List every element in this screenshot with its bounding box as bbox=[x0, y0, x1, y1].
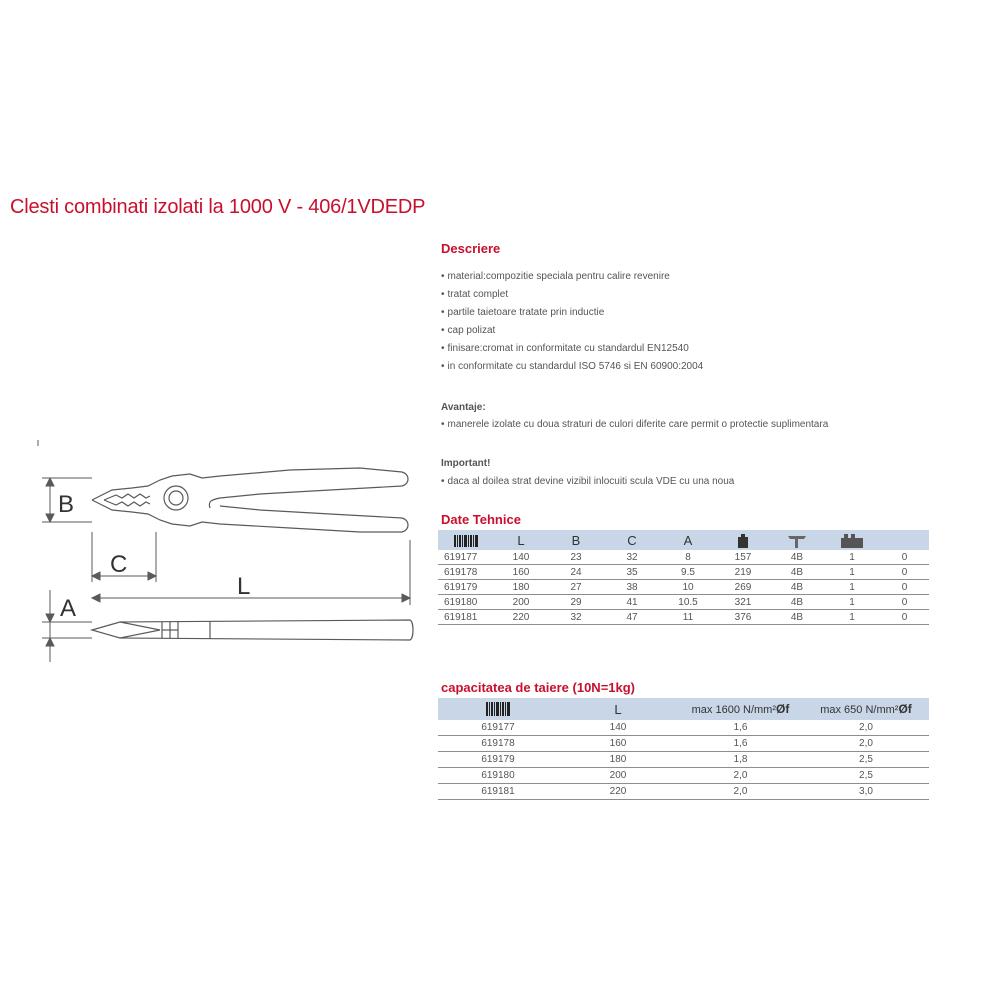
cutting-capacity-table bbox=[438, 698, 929, 800]
table-cell: 2,0 bbox=[803, 736, 929, 752]
dimension-label-l: L bbox=[237, 573, 251, 600]
table-cell: 140 bbox=[494, 550, 548, 565]
table-row bbox=[438, 768, 929, 784]
table-cell: 23 bbox=[548, 550, 604, 565]
table-cell: 376 bbox=[716, 610, 770, 625]
col-header-l: L bbox=[558, 698, 678, 720]
list-item: • cap polizat bbox=[441, 322, 703, 340]
dimension-label-c: C bbox=[110, 551, 128, 578]
table-cell: 1 bbox=[824, 565, 880, 580]
table-cell: 0 bbox=[880, 595, 929, 610]
list-item: • in conformitate cu standardul ISO 5746 si EN 60900:2004 bbox=[441, 358, 703, 376]
table-cell: 0 bbox=[880, 580, 929, 595]
table-cell: 2,0 bbox=[678, 784, 803, 800]
table-row bbox=[438, 752, 929, 768]
table-row bbox=[438, 565, 929, 580]
table-cell: 321 bbox=[716, 595, 770, 610]
table-cell: 619177 bbox=[438, 720, 558, 736]
table-cell: 1,6 bbox=[678, 736, 803, 752]
table-row bbox=[438, 580, 929, 595]
table-cell: 269 bbox=[716, 580, 770, 595]
col-header-a: A bbox=[660, 530, 716, 550]
table-header-row bbox=[438, 698, 929, 720]
table-cell: 9.5 bbox=[660, 565, 716, 580]
table-cell: 27 bbox=[548, 580, 604, 595]
col-header-c: C bbox=[604, 530, 660, 550]
table-cell: 4B bbox=[770, 565, 824, 580]
table-cell: 1 bbox=[824, 595, 880, 610]
col-header-b: B bbox=[548, 530, 604, 550]
table-cell: 4B bbox=[770, 580, 824, 595]
table-cell: 4B bbox=[770, 610, 824, 625]
table-cell: 619179 bbox=[438, 752, 558, 768]
table-row bbox=[438, 595, 929, 610]
pliers-dimension-diagram bbox=[30, 440, 420, 665]
important-list bbox=[441, 473, 734, 491]
table-cell: 0 bbox=[880, 610, 929, 625]
table-cell: 38 bbox=[604, 580, 660, 595]
table-cell: 619181 bbox=[438, 610, 494, 625]
table-cell: 157 bbox=[716, 550, 770, 565]
list-item: • material:compozitie speciala pentru calire revenire bbox=[441, 268, 703, 286]
box-icon bbox=[824, 530, 880, 550]
table-cell: 619181 bbox=[438, 784, 558, 800]
table-cell: 180 bbox=[558, 752, 678, 768]
table-cell: 24 bbox=[548, 565, 604, 580]
col-header-empty bbox=[880, 530, 929, 550]
col-header-max-1600 bbox=[678, 698, 803, 720]
list-item: • manerele izolate cu doua straturi de culori diferite care permit o protectie suplimentara bbox=[441, 416, 828, 434]
table-cell: 200 bbox=[558, 768, 678, 784]
max-650-label: max 650 N/mm² bbox=[820, 704, 899, 716]
table-cell: 8 bbox=[660, 550, 716, 565]
table-cell: 2,0 bbox=[803, 720, 929, 736]
table-header-row bbox=[438, 530, 929, 550]
col-header-l: L bbox=[494, 530, 548, 550]
description-list bbox=[441, 268, 703, 376]
table-cell: 220 bbox=[558, 784, 678, 800]
important-heading: Important! bbox=[441, 458, 491, 469]
table-cell: 41 bbox=[604, 595, 660, 610]
table-cell: 4B bbox=[770, 550, 824, 565]
table-row bbox=[438, 720, 929, 736]
table-cell: 10 bbox=[660, 580, 716, 595]
list-item: • daca al doilea strat devine vizibil inlocuiti scula VDE cu una noua bbox=[441, 473, 734, 491]
page-title: Clesti combinati izolati la 1000 V - 406/1VDEDP bbox=[10, 196, 426, 218]
table-row bbox=[438, 550, 929, 565]
table-cell: 219 bbox=[716, 565, 770, 580]
dimension-label-b: B bbox=[58, 491, 75, 518]
table-cell: 220 bbox=[494, 610, 548, 625]
packaging-icon bbox=[770, 530, 824, 550]
barcode-icon bbox=[438, 698, 558, 720]
table-cell: 180 bbox=[494, 580, 548, 595]
dimension-label-a: A bbox=[60, 595, 77, 622]
table-cell: 619178 bbox=[438, 736, 558, 752]
table-cell: 619179 bbox=[438, 580, 494, 595]
table-cell: 1,6 bbox=[678, 720, 803, 736]
table-cell: 2,5 bbox=[803, 752, 929, 768]
list-item: • finisare:cromat in conformitate cu standardul EN12540 bbox=[441, 340, 703, 358]
table-cell: 0 bbox=[880, 565, 929, 580]
advantages-heading: Avantaje: bbox=[441, 402, 486, 413]
table-cell: 35 bbox=[604, 565, 660, 580]
table-cell: 619178 bbox=[438, 565, 494, 580]
table-row bbox=[438, 784, 929, 800]
table-cell: 47 bbox=[604, 610, 660, 625]
table-cell: 1 bbox=[824, 580, 880, 595]
diameter-symbol: Øf bbox=[776, 702, 790, 716]
table-row bbox=[438, 610, 929, 625]
table-cell: 160 bbox=[494, 565, 548, 580]
table-cell: 2,0 bbox=[678, 768, 803, 784]
table-cell: 619180 bbox=[438, 595, 494, 610]
table-row bbox=[438, 736, 929, 752]
list-item: • tratat complet bbox=[441, 286, 703, 304]
table-cell: 10.5 bbox=[660, 595, 716, 610]
description-heading: Descriere bbox=[441, 241, 501, 256]
table-cell: 619180 bbox=[438, 768, 558, 784]
list-item: • partile taietoare tratate prin inductie bbox=[441, 304, 703, 322]
table-cell: 140 bbox=[558, 720, 678, 736]
col-header-max-650 bbox=[803, 698, 929, 720]
table-cell: 4B bbox=[770, 595, 824, 610]
table-cell: 619177 bbox=[438, 550, 494, 565]
table-cell: 29 bbox=[548, 595, 604, 610]
weight-icon bbox=[716, 530, 770, 550]
table-cell: 32 bbox=[548, 610, 604, 625]
table-cell: 2,5 bbox=[803, 768, 929, 784]
table-cell: 1,8 bbox=[678, 752, 803, 768]
diameter-symbol: Øf bbox=[898, 702, 912, 716]
max-1600-label: max 1600 N/mm² bbox=[691, 704, 776, 716]
table-cell: 1 bbox=[824, 610, 880, 625]
advantages-list bbox=[441, 416, 828, 434]
table-cell: 160 bbox=[558, 736, 678, 752]
cutting-heading: capacitatea de taiere (10N=1kg) bbox=[441, 680, 636, 695]
table-cell: 1 bbox=[824, 550, 880, 565]
table-cell: 200 bbox=[494, 595, 548, 610]
table-cell: 32 bbox=[604, 550, 660, 565]
table-cell: 0 bbox=[880, 550, 929, 565]
table-cell: 11 bbox=[660, 610, 716, 625]
table-cell: 3,0 bbox=[803, 784, 929, 800]
tech-data-heading: Date Tehnice bbox=[441, 512, 521, 527]
tech-data-table bbox=[438, 530, 929, 625]
barcode-icon bbox=[438, 530, 494, 550]
